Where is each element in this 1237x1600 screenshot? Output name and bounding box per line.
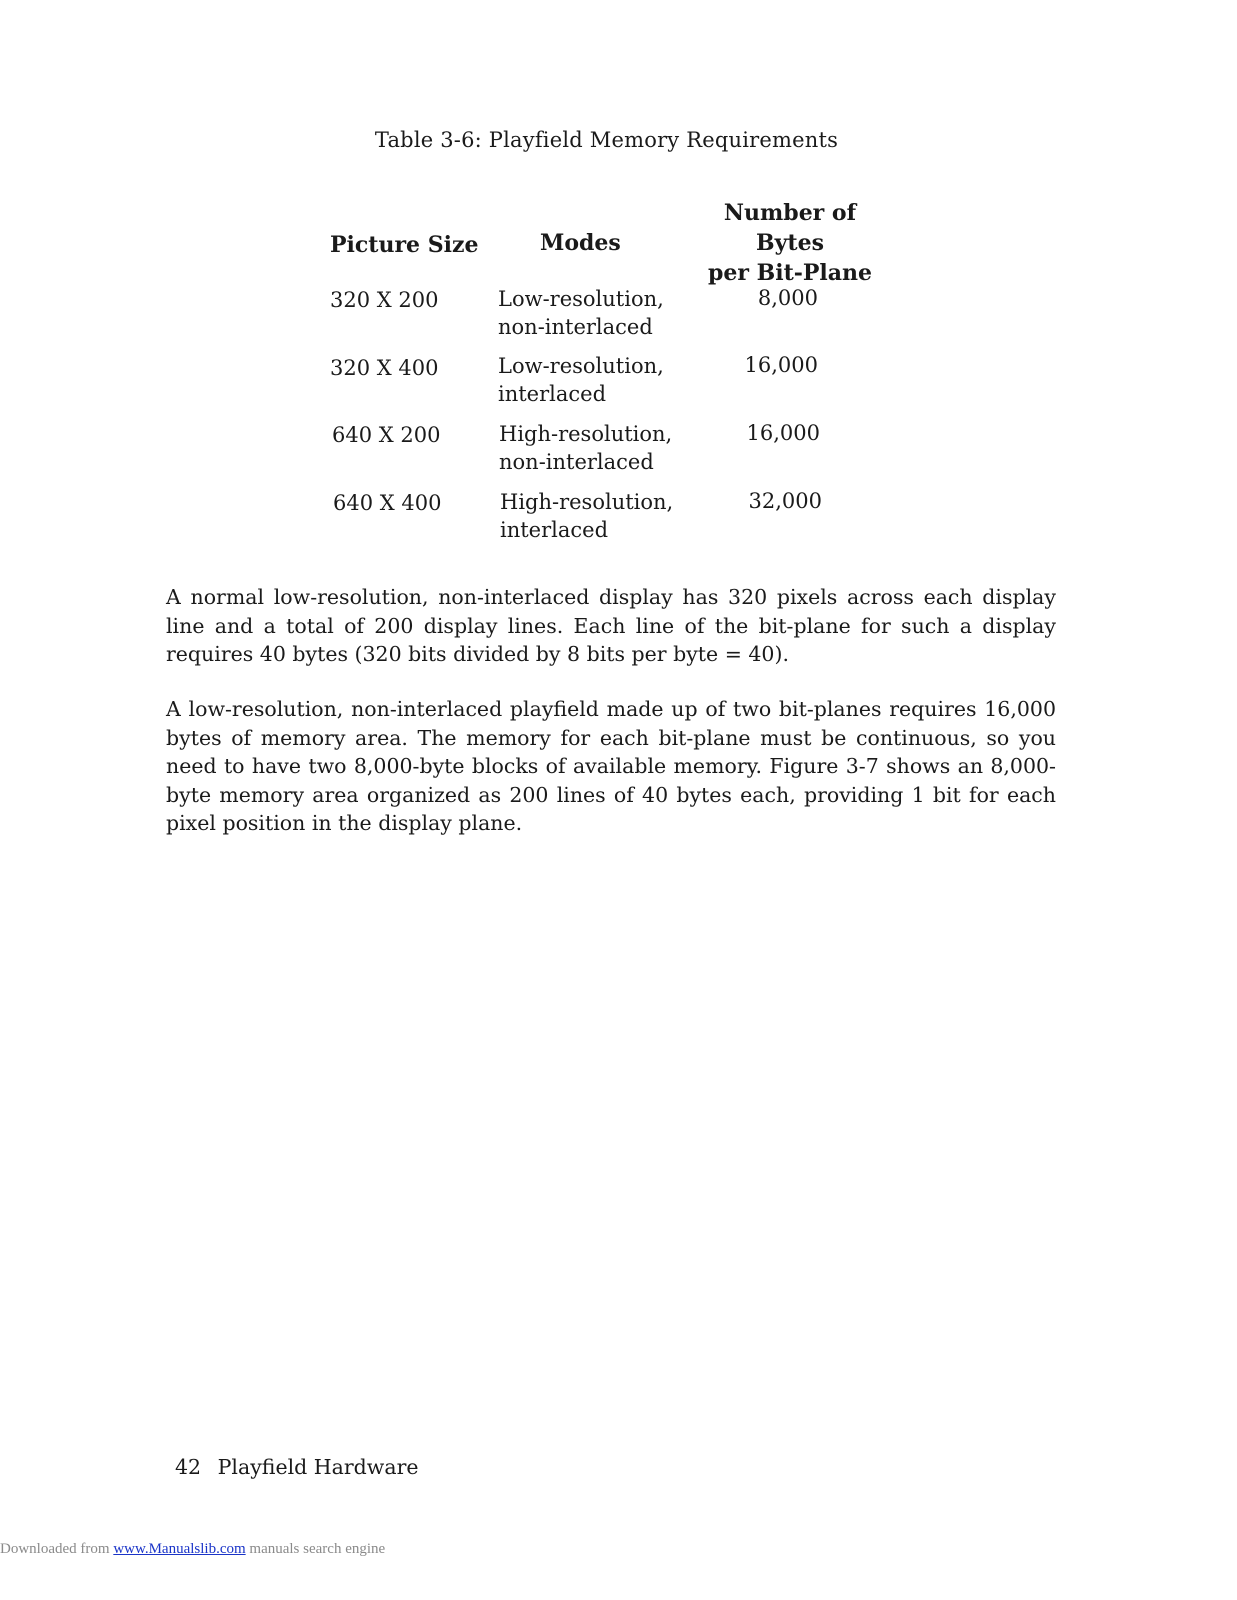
table-title (0, 128, 1237, 152)
paragraph-display-lines: A normal low-resolution, non-interlaced display has 320 pixels across each display line and a total of 200 display lines. Each line of the bit-plane for such a display requires 40 bytes (320 bits divided by 8 bits per byte = 40). (166, 585, 1056, 666)
row-4-mode-line1: High-resolution, (500, 490, 674, 514)
row-3-mode-line2: non-interlaced (499, 450, 654, 474)
header-bytes-line2: per Bit-Plane (707, 260, 873, 286)
table-title-text: Table 3-6: Playfield Memory Requirements (374, 128, 839, 152)
row-4-mode (500, 488, 700, 544)
row-1-size: 320 X 200 (330, 288, 439, 312)
header-bytes-per-bitplane (690, 198, 890, 288)
header-picture-size: Picture Size (330, 232, 479, 258)
download-prefix: Downloaded from (0, 1541, 110, 1557)
row-2-bytes: 16,000 (744, 353, 818, 377)
page-footer (175, 1455, 419, 1479)
row-2-mode-line2: interlaced (498, 382, 607, 406)
paragraph-memory-area: A low-resolution, non-interlaced playfield made up of two bit-planes requires 16,000 bytes of memory area. The memory for each bit-plane must be continuous, so you need to have two 8,000-byte blocks of available memory. Figure 3-7 shows an 8,000-byte memory area organized as 200 lines of 40 bytes each, providing 1 bit for each pixel position in the display plane. (166, 697, 1056, 835)
row-2-size: 320 X 400 (330, 356, 439, 380)
row-4-size: 640 X 400 (333, 491, 442, 515)
header-modes: Modes (540, 230, 621, 256)
row-1-bytes: 8,000 (757, 286, 818, 310)
row-1-mode-line1: Low-resolution, (498, 287, 664, 311)
row-2-mode (498, 352, 698, 408)
row-1-mode-line2: non-interlaced (498, 315, 653, 339)
download-suffix: manuals search engine (249, 1541, 386, 1557)
manualslib-link[interactable]: www.Manualslib.com (113, 1541, 246, 1557)
row-3-size: 640 X 200 (332, 423, 441, 447)
row-3-bytes: 16,000 (746, 421, 820, 445)
page-number: 42 (175, 1455, 202, 1479)
download-source-line (0, 1541, 385, 1558)
row-1-mode (498, 285, 698, 341)
row-3-mode (499, 420, 699, 476)
row-2-mode-line1: Low-resolution, (498, 354, 664, 378)
row-4-bytes: 32,000 (748, 489, 822, 513)
row-4-mode-line2: interlaced (500, 518, 609, 542)
header-bytes-line1: Number of Bytes (723, 200, 857, 256)
row-3-mode-line1: High-resolution, (499, 422, 673, 446)
footer-section-title: Playfield Hardware (217, 1455, 419, 1479)
